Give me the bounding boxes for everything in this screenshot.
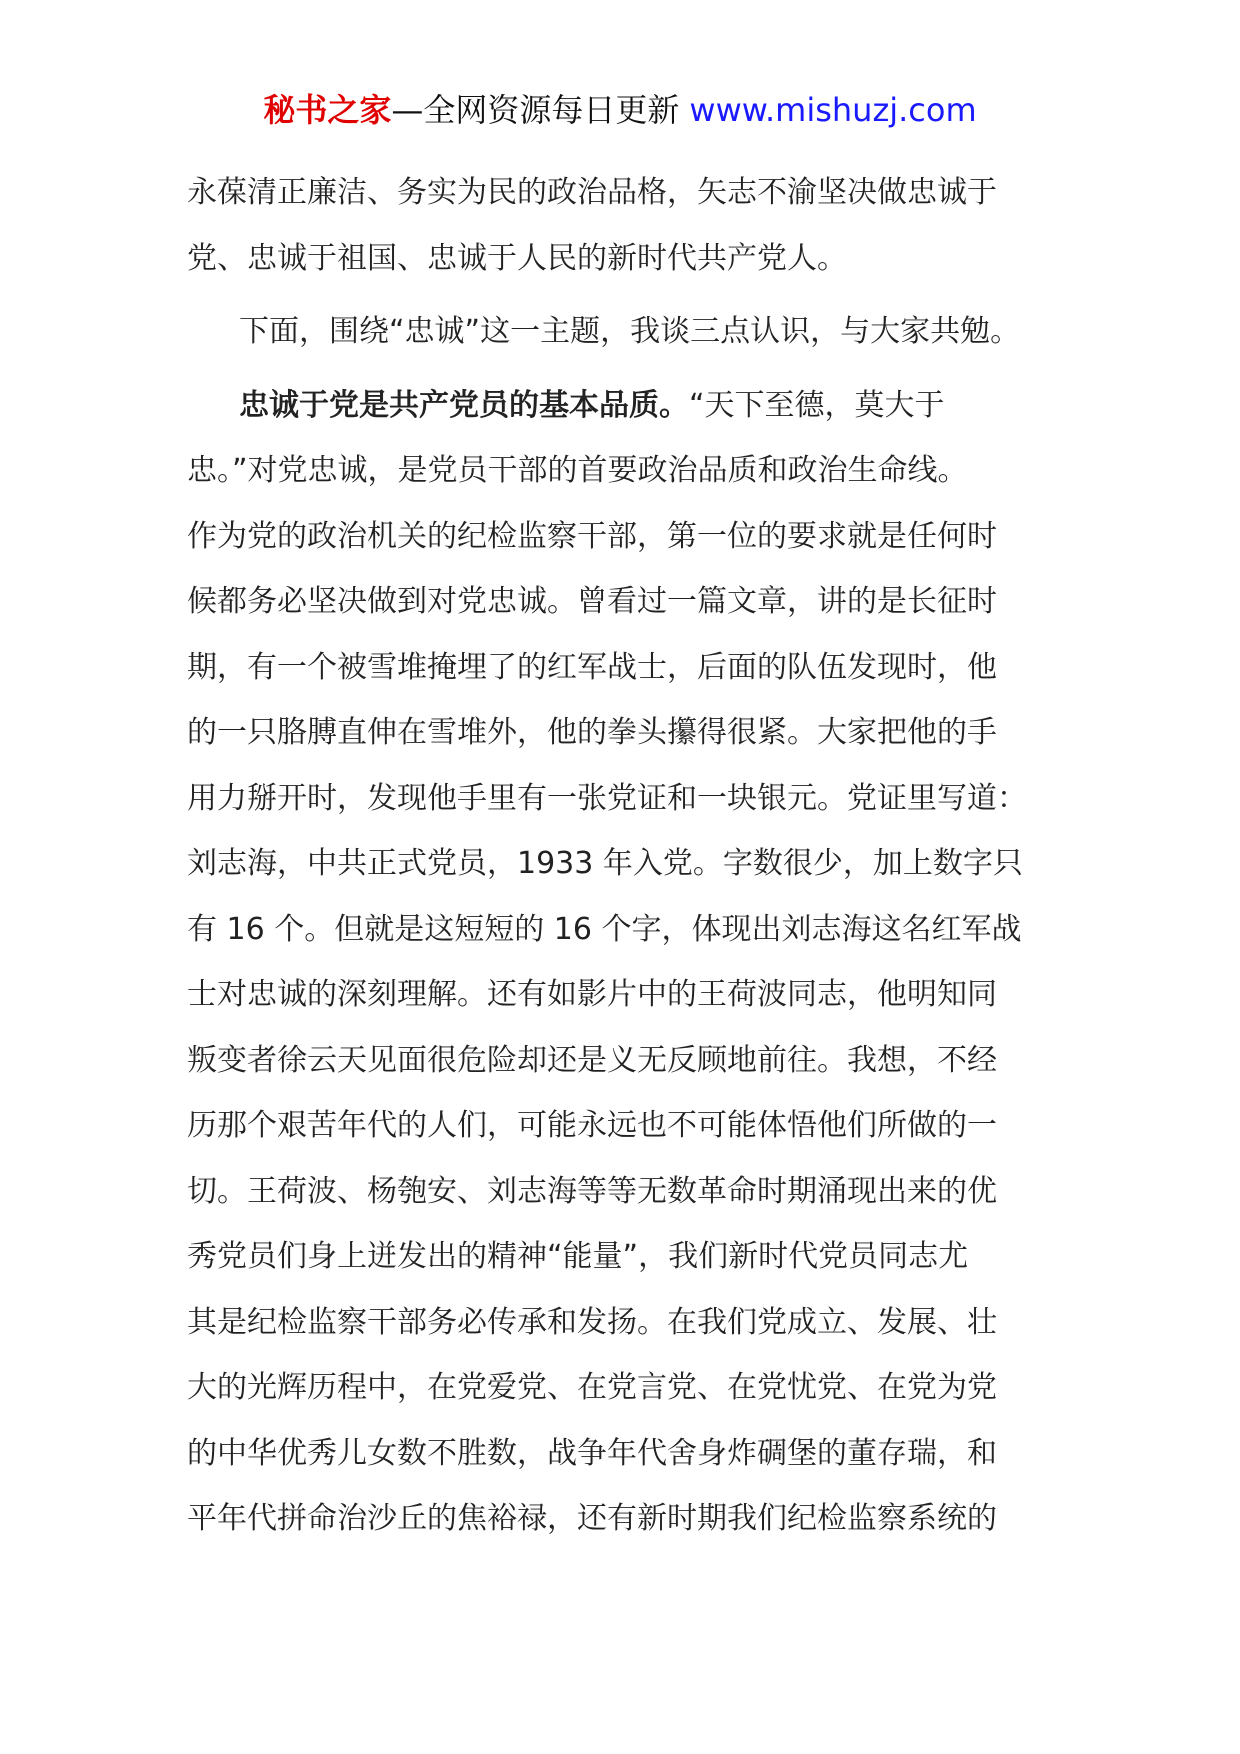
text-line: 永葆清正廉洁、务实为民的政治品格，矢志不渝坚决做忠诚于 bbox=[187, 175, 997, 210]
text-line: 秀党员们身上迸发出的精神“能量”，我们新时代党员同志尤 bbox=[187, 1239, 969, 1274]
text-line: 用力掰开时，发现他手里有一张党证和一块银元。党证里写道： bbox=[187, 780, 1027, 816]
site-url-link[interactable]: www.mishuzj.com bbox=[689, 91, 977, 129]
text-line: 历那个艰苦年代的人们，可能永远也不可能体悟他们所做的一 bbox=[187, 1108, 997, 1143]
text-line: 大的光辉历程中，在党爱党、在党言党、在党忧党、在党为党 bbox=[187, 1370, 997, 1405]
paragraph-1 bbox=[187, 160, 1067, 291]
header-tagline: —全网资源每日更新 bbox=[391, 91, 680, 129]
brand-name: 秘书之家 bbox=[263, 91, 392, 129]
section-heading: 忠诚于党是共产党员的基本品质。 bbox=[239, 387, 689, 423]
document-body bbox=[187, 160, 1067, 1552]
site-header bbox=[0, 90, 1240, 130]
text-line: 平年代拼命治沙丘的焦裕禄，还有新时期我们纪检监察系统的 bbox=[187, 1501, 997, 1536]
text-line: 候都务必坚决做到对党忠诚。曾看过一篇文章，讲的是长征时 bbox=[187, 584, 997, 619]
text-line: 的一只胳膊直伸在雪堆外，他的拳头攥得很紧。大家把他的手 bbox=[187, 715, 997, 750]
text-line: 士对忠诚的深刻理解。还有如影片中的王荷波同志，他明知同 bbox=[187, 977, 997, 1012]
paragraph-3 bbox=[187, 373, 1067, 1552]
text-line: 期，有一个被雪堆掩埋了的红军战士，后面的队伍发现时，他 bbox=[187, 649, 997, 685]
quote-start: “天下至德，莫大于 bbox=[689, 387, 945, 423]
text-line: 刘志海，中共正式党员，1933 年入党。字数很少，加上数字只 bbox=[187, 846, 1023, 881]
text-line: 忠。”对党忠诚，是党员干部的首要政治品质和政治生命线。 bbox=[187, 453, 968, 488]
text-line: 下面，围绕“忠诚”这一主题，我谈三点认识，与大家共勉。 bbox=[239, 314, 1021, 349]
text-line: 作为党的政治机关的纪检监察干部，第一位的要求就是任何时 bbox=[187, 518, 997, 554]
text-line: 其是纪检监察干部务必传承和发扬。在我们党成立、发展、壮 bbox=[187, 1304, 997, 1340]
text-line: 叛变者徐云天见面很危险却还是义无反顾地前往。我想，不经 bbox=[187, 1042, 997, 1078]
text-line: 的中华优秀儿女数不胜数，战争年代舍身炸碉堡的董存瑞，和 bbox=[187, 1435, 997, 1471]
text-line: 党、忠诚于祖国、忠诚于人民的新时代共产党人。 bbox=[187, 240, 847, 276]
paragraph-2 bbox=[187, 299, 1067, 365]
text-line: 切。王荷波、杨匏安、刘志海等等无数革命时期涌现出来的优 bbox=[187, 1173, 997, 1209]
text-line bbox=[187, 373, 1067, 439]
text-line: 有 16 个。但就是这短短的 16 个字，体现出刘志海这名红军战 bbox=[187, 911, 1022, 947]
